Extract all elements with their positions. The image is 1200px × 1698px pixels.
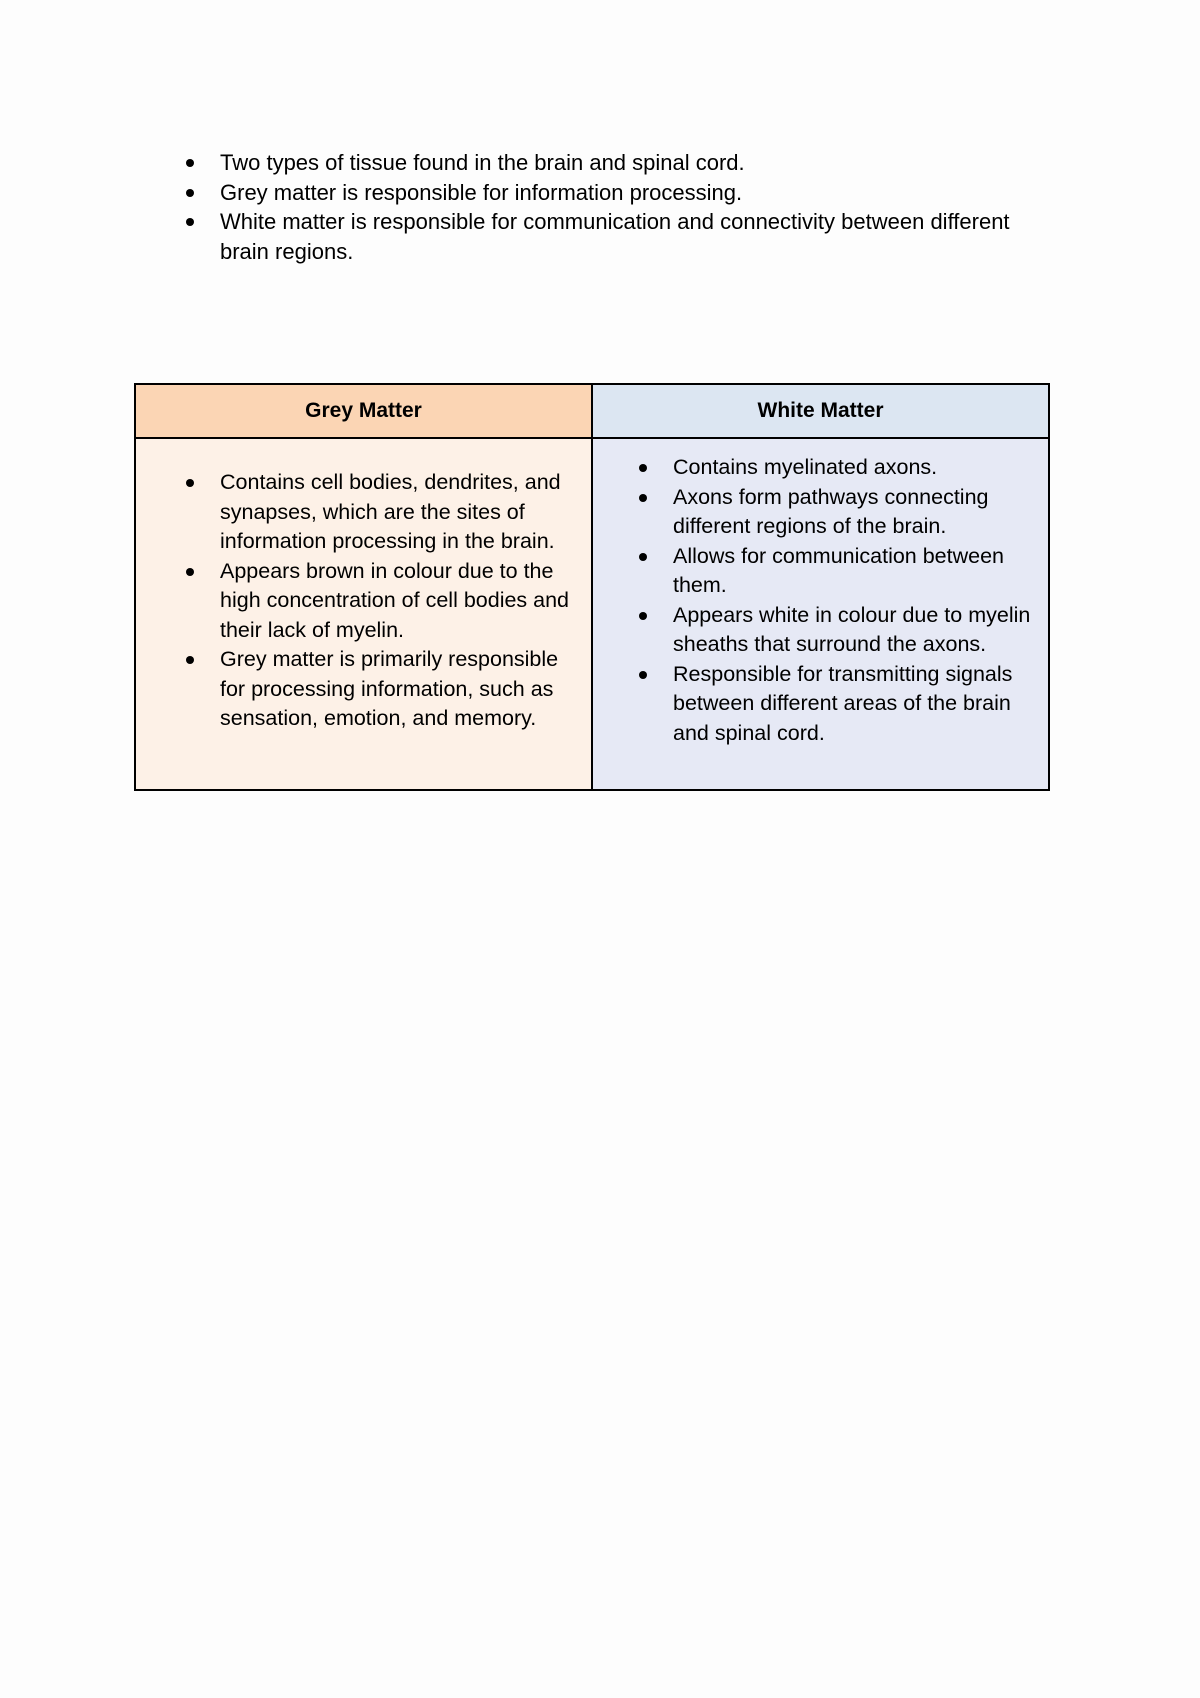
list-item <box>186 557 577 646</box>
bullet-icon <box>186 159 194 167</box>
list-item <box>186 207 1046 266</box>
bullet-icon <box>186 656 194 664</box>
white-matter-list <box>593 439 1048 748</box>
list-item-text: Two types of tissue found in the brain and spinal cord. <box>220 150 745 175</box>
table-row <box>135 438 1049 790</box>
grey-matter-list <box>136 439 591 734</box>
bullet-icon <box>639 464 647 472</box>
bullet-icon <box>186 189 194 197</box>
list-item <box>186 148 1046 178</box>
list-item-text: Responsible for transmitting signals between different areas of the brain and spinal cord. <box>673 661 1013 745</box>
list-item <box>639 453 1038 483</box>
white-matter-cell <box>592 438 1049 790</box>
comparison-table <box>134 383 1050 791</box>
bullet-icon <box>639 494 647 502</box>
bullet-icon <box>186 218 194 226</box>
list-item-text: White matter is responsible for communication and connectivity between different brain regions. <box>220 209 1010 264</box>
bullet-icon <box>639 671 647 679</box>
list-item-text: Axons form pathways connecting different regions of the brain. <box>673 484 989 538</box>
bullet-icon <box>186 568 194 576</box>
list-item-text: Appears white in colour due to myelin sheaths that surround the axons. <box>673 602 1031 656</box>
list-item-text: Contains myelinated axons. <box>673 455 938 479</box>
bullet-icon <box>639 612 647 620</box>
list-item <box>639 601 1038 660</box>
list-item-text: Appears brown in colour due to the high concentration of cell bodies and their lack of myelin. <box>220 558 570 642</box>
list-item <box>639 542 1038 601</box>
list-item-text: Grey matter is responsible for information processing. <box>220 179 743 205</box>
list-item-text: Grey matter is primarily responsible for processing information, such as sensation, emotion, and memory. <box>220 647 559 730</box>
list-item <box>186 468 577 557</box>
grey-matter-cell <box>135 438 592 790</box>
white-matter-header: White Matter <box>592 384 1049 438</box>
bullet-icon <box>186 479 194 487</box>
intro-bullet-list <box>186 148 1046 266</box>
grey-matter-header: Grey Matter <box>135 384 592 438</box>
list-item <box>639 483 1038 542</box>
list-item-text: Contains cell bodies, dendrites, and synapses, which are the sites of information processing in the brain. <box>220 470 561 553</box>
list-item <box>639 660 1038 749</box>
list-item <box>186 645 577 734</box>
list-item-text: Allows for communication between them. <box>673 543 1005 597</box>
bullet-icon <box>639 553 647 561</box>
list-item <box>186 178 1046 208</box>
table-header-row <box>135 384 1049 438</box>
